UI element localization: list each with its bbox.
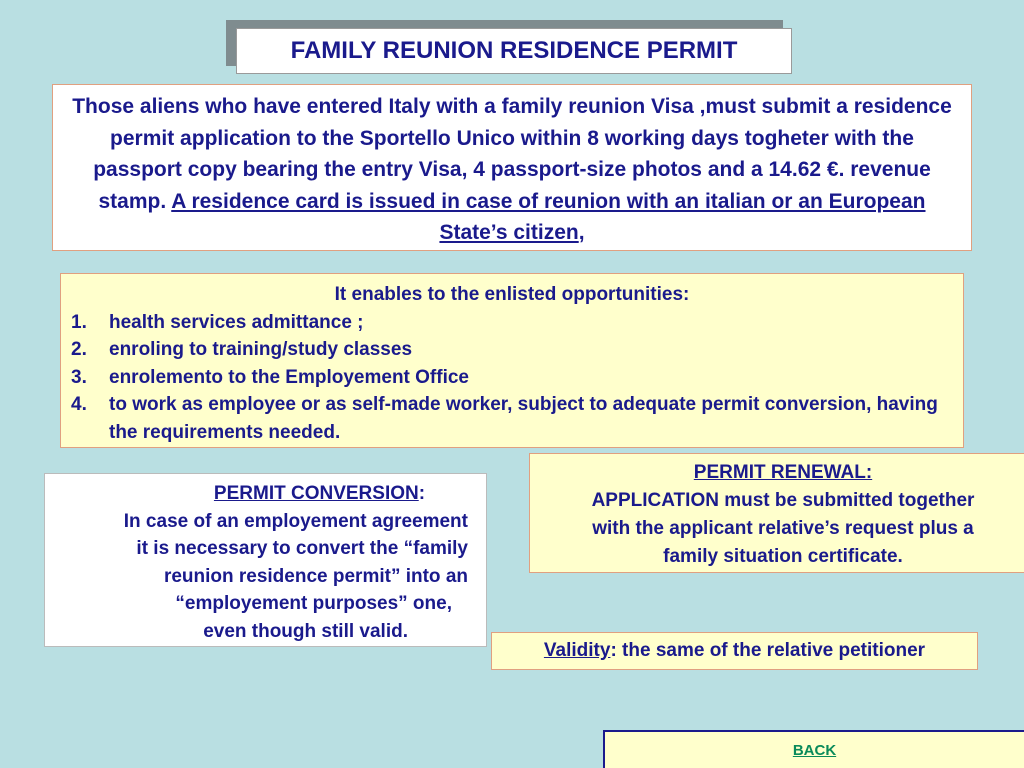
renewal-title: PERMIT RENEWAL: xyxy=(693,462,873,483)
back-link[interactable]: BACK xyxy=(792,741,837,759)
conversion-colon: : xyxy=(418,483,426,504)
validity-box xyxy=(491,632,978,670)
list-item-text: to work as employee or as self-made worker, subject to adequate permit conversion, having the requirements needed. xyxy=(109,394,938,443)
conversion-line: “employement purposes” one, xyxy=(175,593,452,614)
opportunities-box xyxy=(60,273,964,448)
list-item-number: 1. xyxy=(71,311,87,333)
renewal-line: with the applicant relative’s request plus a xyxy=(592,518,974,539)
conversion-heading xyxy=(51,480,468,508)
validity-label: Validity xyxy=(543,640,611,661)
opportunities-list xyxy=(71,309,953,447)
conversion-line: it is necessary to convert the “family xyxy=(136,538,468,559)
conversion-box xyxy=(44,473,487,647)
list-item xyxy=(71,391,953,446)
intro-underlined-text: A residence card is issued in case of reunion with an italian or an European State’s citizen xyxy=(171,189,926,244)
list-item xyxy=(71,336,953,364)
intro-tail: , xyxy=(578,221,585,244)
conversion-line: In case of an employement agreement xyxy=(123,510,468,532)
list-item-text: health services admittance ; xyxy=(109,311,364,333)
conversion-line: even though still valid. xyxy=(203,620,408,642)
list-item-text: enrolemento to the Employement Office xyxy=(109,366,469,388)
opportunities-heading: It enables to the enlisted opportunities: xyxy=(334,284,690,305)
conversion-title: PERMIT CONVERSION xyxy=(213,483,419,504)
list-item-number: 2. xyxy=(71,339,87,360)
conversion-line: reunion residence permit” into an xyxy=(163,565,468,587)
intro-box xyxy=(52,84,972,251)
list-item-number: 3. xyxy=(71,366,87,388)
renewal-line: family situation certificate. xyxy=(663,546,903,567)
validity-text: : the same of the relative petitioner xyxy=(610,640,926,661)
renewal-line: APPLICATION must be submitted together xyxy=(591,490,975,511)
list-item xyxy=(71,364,953,392)
back-button[interactable] xyxy=(603,730,1024,768)
renewal-box xyxy=(529,453,1024,573)
intro-text: Those aliens who have entered Italy with a family reunion Visa ,must submit a residence permit application to the Sportello Unico within 8 working days togheter with the passport copy bearing the entry Visa, 4 passport-size photos and a 14.62 €. revenue stamp. xyxy=(72,95,952,213)
page-title: FAMILY REUNION RESIDENCE PERMIT xyxy=(236,28,792,74)
list-item-text: enroling to training/study classes xyxy=(109,339,413,360)
list-item-number: 4. xyxy=(71,394,87,415)
list-item xyxy=(71,309,953,337)
